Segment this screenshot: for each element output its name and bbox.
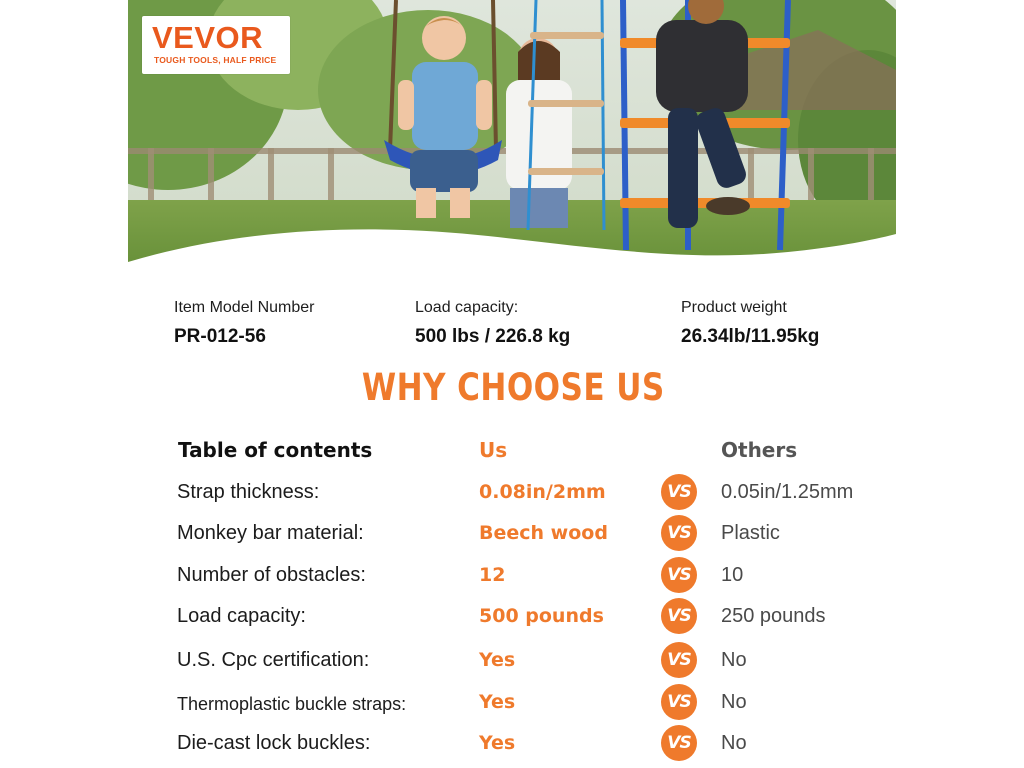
spec-product-weight <box>681 298 819 349</box>
logo-tagline: TOUGH TOOLS, HALF PRICE <box>154 55 277 65</box>
row-others-value: Plastic <box>721 522 780 544</box>
spec-value: PR-012-56 <box>174 326 266 347</box>
vs-badge-icon: VS <box>661 557 697 593</box>
vs-badge-icon: VS <box>661 598 697 634</box>
row-others-value: No <box>721 732 747 754</box>
row-feature: Strap thickness: <box>177 481 320 503</box>
spec-label: Load capacity: <box>415 299 519 316</box>
comparison-row <box>0 640 1024 680</box>
spec-model-number <box>174 298 315 349</box>
spec-label: Item Model Number <box>174 299 315 316</box>
vs-badge-icon: VS <box>661 474 697 510</box>
vs-badge-icon: VS <box>661 642 697 678</box>
row-others-value: 250 pounds <box>721 605 826 627</box>
row-feature: Monkey bar material: <box>177 522 364 544</box>
comparison-header-row <box>0 430 1024 470</box>
row-feature: Number of obstacles: <box>177 564 366 586</box>
logo-wordmark: VEVOR <box>152 20 264 55</box>
vs-badge-icon: VS <box>661 684 697 720</box>
spec-label: Product weight <box>681 299 787 316</box>
comparison-row <box>0 682 1024 722</box>
comparison-row <box>0 723 1024 763</box>
row-others-value: 10 <box>721 564 744 586</box>
header-feature: Table of contents <box>178 438 373 462</box>
row-others-value: No <box>721 691 747 713</box>
vevor-logo <box>142 16 290 74</box>
header-us: Us <box>479 438 508 462</box>
spec-value: 500 lbs / 226.8 kg <box>415 326 571 347</box>
comparison-row <box>0 513 1024 553</box>
spec-value: 26.34lb/11.95kg <box>681 326 820 347</box>
row-feature: U.S. Cpc certification: <box>177 649 370 671</box>
row-us-value: 12 <box>479 564 506 586</box>
row-us-value: 0.08in/2mm <box>479 481 606 503</box>
row-us-value: Yes <box>479 691 516 713</box>
comparison-row <box>0 472 1024 512</box>
vs-badge-icon: VS <box>661 725 697 761</box>
row-others-value: 0.05in/1.25mm <box>721 481 854 503</box>
comparison-row <box>0 555 1024 595</box>
vs-badge-icon: VS <box>661 515 697 551</box>
row-us-value: Beech wood <box>479 522 608 544</box>
row-us-value: Yes <box>479 732 516 754</box>
row-feature: Load capacity: <box>177 605 306 627</box>
spec-load-capacity <box>415 298 570 349</box>
comparison-row <box>0 596 1024 636</box>
row-feature: Thermoplastic buckle straps: <box>177 694 407 714</box>
why-choose-us-heading: WHY CHOOSE US <box>361 366 665 409</box>
row-others-value: No <box>721 649 747 671</box>
header-others: Others <box>721 438 798 462</box>
row-feature: Die-cast lock buckles: <box>177 732 371 754</box>
row-us-value: Yes <box>479 649 516 671</box>
row-us-value: 500 pounds <box>479 605 604 627</box>
